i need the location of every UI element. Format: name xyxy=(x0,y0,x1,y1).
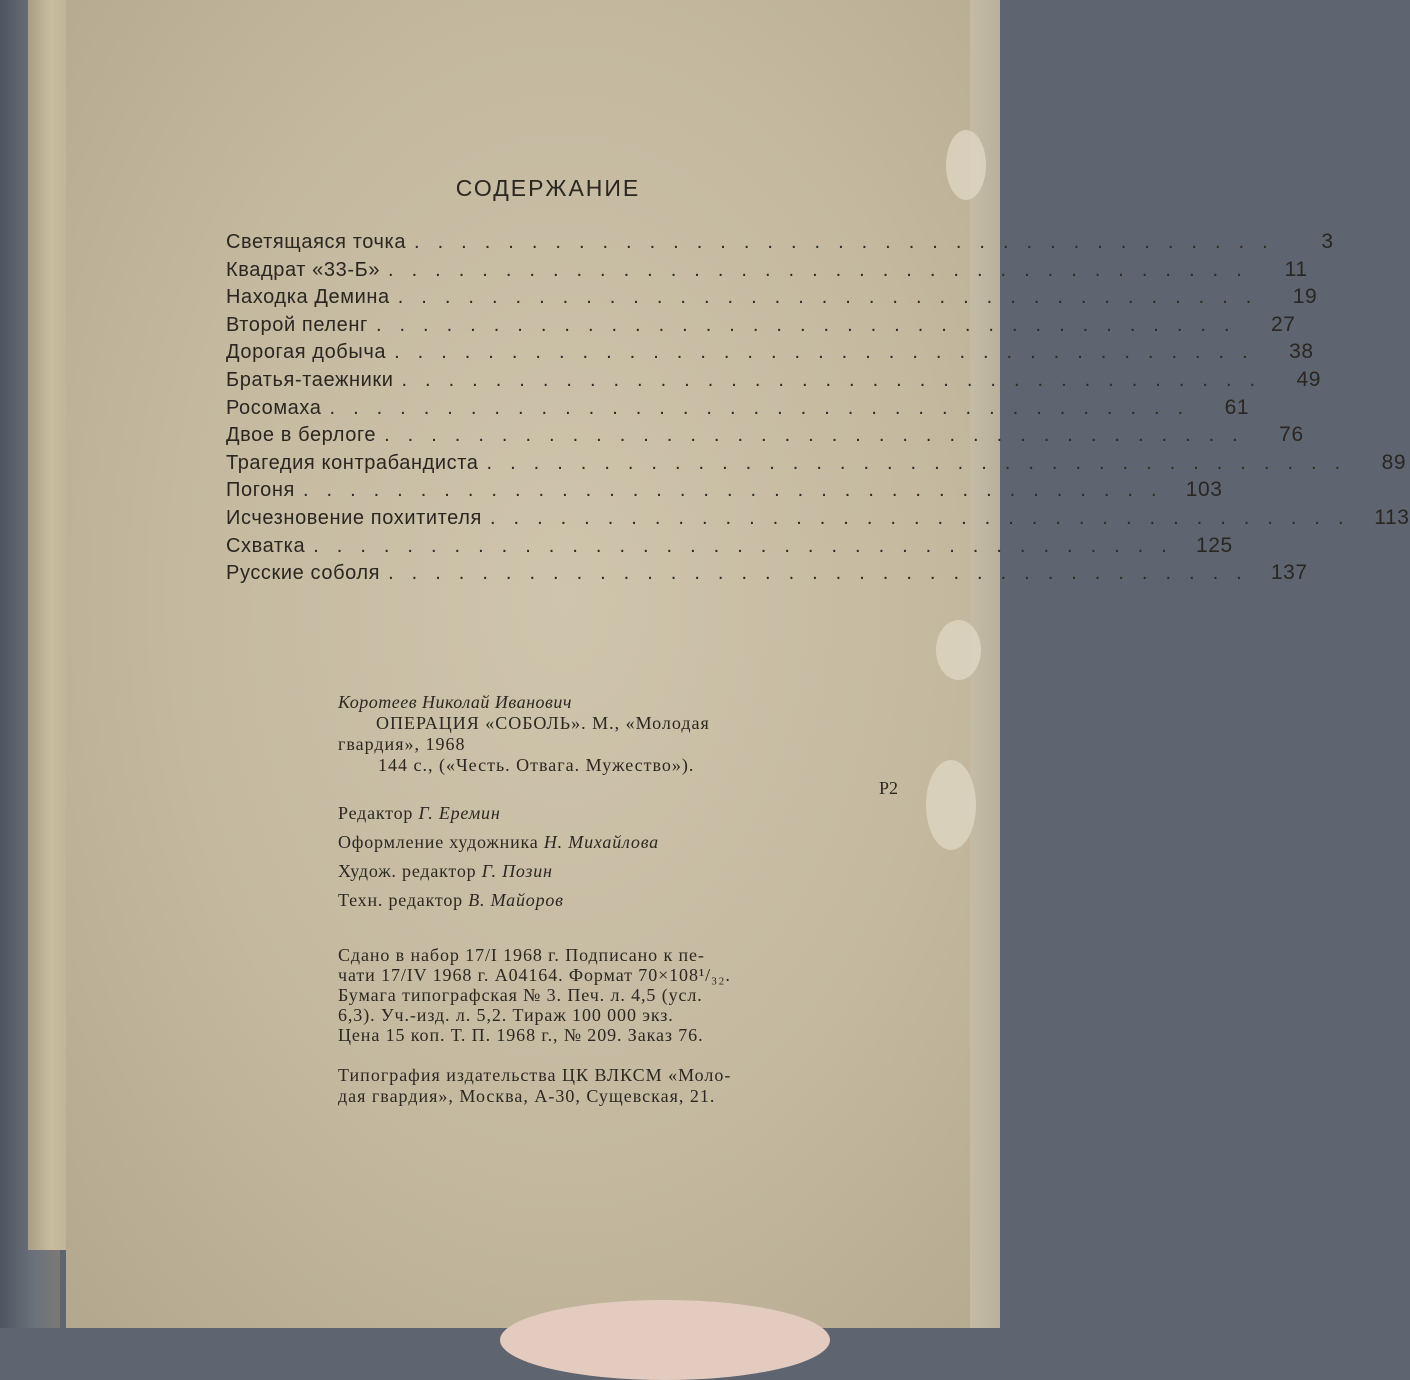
credit-role: Худож. редактор xyxy=(338,861,477,881)
toc-entry xyxy=(226,561,1308,589)
toc-leader-dots: ..................................... xyxy=(486,451,1359,474)
print-data xyxy=(338,945,904,1045)
toc-entry-title: Русские соболя xyxy=(226,562,381,585)
book-page xyxy=(66,0,1410,1328)
toc-entry-page: 125 xyxy=(1195,533,1233,557)
print-data-line: Бумага типографская № 3. Печ. л. 4,5 (усл. xyxy=(338,985,703,1005)
printing-house-line: Типография издательства ЦК ВЛКСМ «Моло- xyxy=(338,1065,732,1085)
toc-entry xyxy=(226,230,1334,258)
printing-house xyxy=(338,1065,904,1107)
author-name: Коротеев Николай Иванович xyxy=(338,692,572,712)
toc-entry-title: Братья-таежники xyxy=(226,368,394,391)
toc-leader-dots: ..................................... xyxy=(329,396,1202,419)
toc-entry xyxy=(226,340,1314,368)
toc-entry-page: 11 xyxy=(1284,257,1308,281)
credit-line xyxy=(338,803,904,824)
toc-entry-title: Квадрат «33-Б» xyxy=(226,258,381,281)
toc-entry-page: 103 xyxy=(1185,478,1223,502)
toc-entry xyxy=(226,285,1318,313)
toc-entry-page: 76 xyxy=(1279,423,1304,447)
toc-entry-title: Двое в берлоге xyxy=(226,424,377,447)
toc-entry-page: 38 xyxy=(1289,340,1314,364)
table-of-contents xyxy=(226,230,1410,589)
credit-role: Редактор xyxy=(338,803,414,823)
publication-imprint xyxy=(272,692,904,1107)
finger-tip xyxy=(500,1300,830,1380)
credit-line xyxy=(338,832,904,853)
paper-stain xyxy=(936,620,981,680)
contents-heading: СОДЕРЖАНИЕ xyxy=(455,175,641,201)
paper-stain xyxy=(926,760,976,850)
print-data-line: чати 17/IV 1968 г. А04164. Формат 70×108¹/₃₂. xyxy=(338,965,731,985)
toc-leader-dots: ..................................... xyxy=(414,231,1286,253)
toc-entry-title: Светящаяся точка xyxy=(226,231,407,253)
toc-leader-dots: ..................................... xyxy=(388,258,1260,281)
toc-entry-title: Росомаха xyxy=(226,396,322,419)
toc-entry xyxy=(226,533,1233,562)
toc-entry xyxy=(226,257,1308,286)
toc-entry-title: Трагедия контрабандиста xyxy=(226,451,479,474)
toc-entry xyxy=(226,478,1223,506)
toc-entry xyxy=(226,450,1407,479)
toc-entry-title: Погоня xyxy=(226,479,295,502)
toc-leader-dots: ..................................... xyxy=(394,341,1266,364)
toc-entry-title: Дорогая добыча xyxy=(226,341,387,364)
toc-entry-page: 49 xyxy=(1296,367,1322,391)
credit-line xyxy=(338,861,904,882)
credit-person: Г. Еремин xyxy=(418,803,501,823)
toc-entry xyxy=(226,312,1296,341)
credit-person: Н. Михайлова xyxy=(543,832,659,852)
toc-entry xyxy=(226,395,1250,424)
toc-leader-dots: ..................................... xyxy=(302,479,1175,502)
toc-entry-page: 27 xyxy=(1270,312,1296,336)
credit-person: В. Майоров xyxy=(468,890,564,910)
print-data-line: 6,3). Уч.-изд. л. 5,2. Тираж 100 000 экз. xyxy=(338,1005,674,1025)
toc-entry-page: 113 xyxy=(1374,505,1410,529)
toc-entry-page: 89 xyxy=(1381,450,1407,474)
toc-entry-title: Второй пеленг xyxy=(226,313,368,336)
toc-leader-dots: ..................................... xyxy=(375,313,1248,336)
toc-leader-dots: ..................................... xyxy=(384,424,1256,447)
book-title-line: ОПЕРАЦИЯ «СОБОЛЬ». М., «Молодая xyxy=(376,713,710,733)
toc-entry-title: Находка Демина xyxy=(226,286,390,309)
printing-house-line: дая гвардия», Москва, А-30, Сущевская, 21. xyxy=(338,1086,716,1106)
toc-leader-dots: ..................................... xyxy=(397,286,1270,309)
credit-person: Г. Позин xyxy=(481,861,553,881)
toc-entry-title: Исчезновение похитителя xyxy=(226,506,482,529)
toc-entry-title: Схватка xyxy=(226,534,306,557)
toc-entry-page: 3 xyxy=(1321,230,1334,253)
print-data-line: Цена 15 коп. Т. П. 1968 г., № 209. Заказ 76. xyxy=(338,1025,704,1045)
toc-leader-dots: ..................................... xyxy=(401,368,1274,391)
toc-entry-page: 19 xyxy=(1292,285,1318,309)
book-publisher-line: гвардия», 1968 xyxy=(338,734,466,754)
classification-index: Р2 xyxy=(878,778,898,798)
toc-entry-page: 137 xyxy=(1270,561,1308,585)
credit-role: Оформление художника xyxy=(338,832,539,852)
toc-entry xyxy=(226,367,1322,396)
toc-leader-dots: ..................................... xyxy=(313,534,1185,557)
credits-list xyxy=(338,803,904,911)
toc-entry-page: 61 xyxy=(1224,395,1250,419)
toc-entry xyxy=(226,423,1304,451)
print-data-line: Сдано в набор 17/I 1968 г. Подписано к пе- xyxy=(338,945,705,965)
credit-role: Техн. редактор xyxy=(338,890,463,910)
toc-leader-dots: ..................................... xyxy=(388,562,1260,585)
book-series: 144 с., («Честь. Отвага. Мужество»). xyxy=(378,755,695,775)
toc-leader-dots: ..................................... xyxy=(489,506,1362,529)
credit-line xyxy=(338,890,904,911)
toc-entry xyxy=(226,505,1410,534)
